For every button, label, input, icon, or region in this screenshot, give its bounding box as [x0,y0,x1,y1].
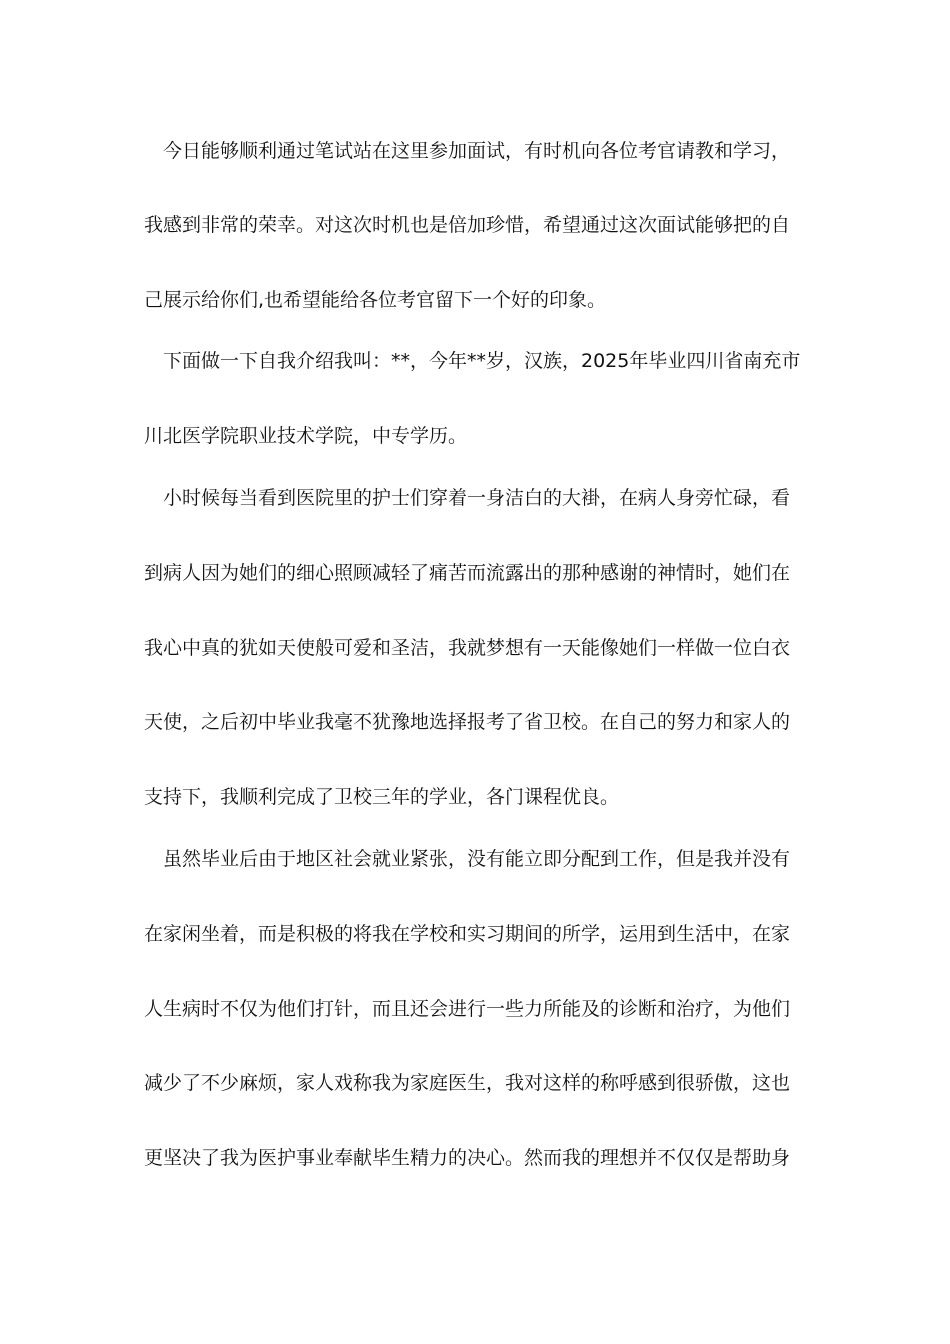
text-line: 在家闲坐着，而是积极的将我在学校和实习期间的所学，运用到生活中，在家 [144,923,791,945]
text-line: 己展示给你们,也希望能给各位考官留下一个好的印象。 [144,289,607,311]
text-line: 支持下，我顺利完成了卫校三年的学业，各门课程优良。 [144,786,620,808]
text-line: 今日能够顺利通过笔试站在这里参加面试，有时机向各位考官请教和学习， [163,140,791,162]
text-line: 我心中真的犹如天使般可爱和圣洁，我就梦想有一天能像她们一样做一位白衣 [144,637,791,659]
text-line: 减少了不少麻烦，家人戏称我为家庭医生，我对这样的称呼感到很骄傲，这也 [144,1072,791,1094]
text-line: 虽然毕业后由于地区社会就业紧张，没有能立即分配到工作，但是我并没有 [163,848,791,870]
text-line: 到病人因为她们的细心照顾减轻了痛苦而流露出的那种感谢的神情时，她们在 [144,562,791,584]
text-line: 川北医学院职业技术学院，中专学历。 [144,425,468,447]
text-line: 我感到非常的荣幸。对这次时机也是倍加珍惜，希望通过这次面试能够把的自 [144,214,791,236]
text-line: 天使，之后初中毕业我毫不犹豫地选择报考了省卫校。在自己的努力和家人的 [144,711,791,733]
text-line: 人生病时不仅为他们打针，而且还会进行一些力所能及的诊断和治疗，为他们 [144,998,791,1020]
text-line: 下面做一下自我介绍我叫：**，今年**岁，汉族，2025年毕业四川省南充市 [163,350,801,372]
text-line: 小时候每当看到医院里的护士们穿着一身洁白的大褂，在病人身旁忙碌，看 [163,487,791,509]
text-line: 更坚决了我为医护事业奉献毕生精力的决心。然而我的理想并不仅仅是帮助身 [144,1147,791,1169]
